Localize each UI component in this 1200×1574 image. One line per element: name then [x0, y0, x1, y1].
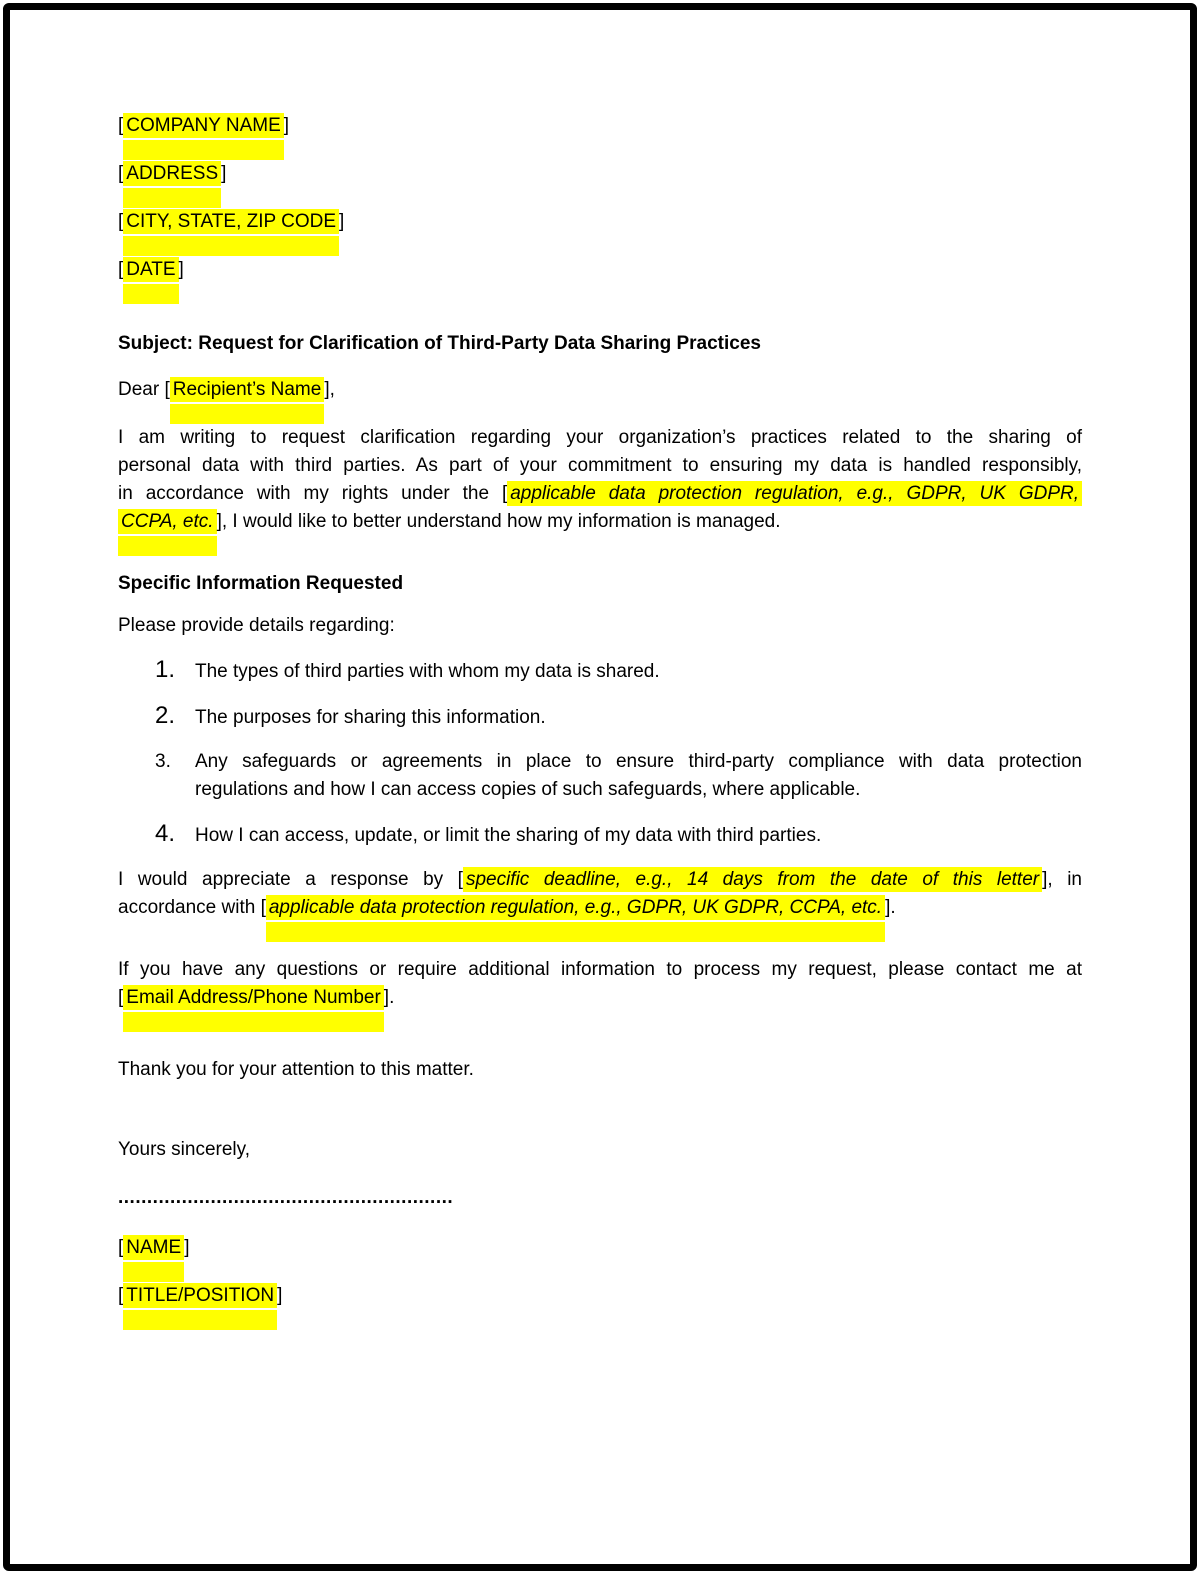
list-item-number: 4.	[155, 820, 176, 847]
bracket-open: [	[118, 115, 124, 136]
paragraph-line: personal data with third parties. As part of your commitment to ensuring my data is handled responsibly,	[118, 455, 1082, 476]
list-item-1	[155, 656, 1082, 686]
list-item-number: 2.	[155, 702, 176, 729]
highlight-tail	[118, 1262, 1082, 1282]
regulation-placeholder: applicable data protection regulation, e.g., GDPR, UK GDPR,	[507, 481, 1082, 506]
salutation-text	[118, 376, 1082, 404]
thank-you-line: Thank you for your attention to this matter.	[118, 1059, 474, 1080]
regulation-placeholder-cont: CCPA, etc.	[118, 509, 217, 534]
list-item-4	[155, 820, 1082, 850]
highlight-tail	[118, 140, 1082, 160]
signature-name-text	[118, 1234, 1082, 1262]
paragraph-line: If you have any questions or require additional information to process my request, please contact me at	[118, 959, 1082, 980]
name-placeholder: NAME	[123, 1235, 184, 1260]
list-item-text	[195, 748, 1082, 804]
salutation-prefix: Dear [	[118, 379, 170, 400]
paragraph-line: Any safeguards or agreements in place to ensure third-party compliance with data protection	[195, 751, 1082, 772]
highlight-tail	[118, 236, 1082, 256]
address-placeholder: ADDRESS	[123, 161, 221, 186]
list-item-text: The purposes for sharing this information.	[195, 707, 546, 728]
list-intro: Please provide details regarding:	[118, 615, 395, 636]
address-text	[118, 160, 1082, 188]
list-item-text: How I can access, update, or limit the sharing of my data with third parties.	[195, 825, 822, 846]
subject-line: Subject: Request for Clarification of Third-Party Data Sharing Practices	[118, 333, 761, 354]
highlight-tail	[118, 404, 1082, 424]
body-paragraph-deadline	[118, 866, 1082, 942]
bracket-open: [	[118, 163, 124, 184]
section-heading: Specific Information Requested	[118, 573, 404, 594]
regulation-placeholder-2: applicable data protection regulation, e.g., GDPR, UK GDPR, CCPA, etc.	[266, 895, 885, 920]
bracket-open: [	[118, 211, 124, 232]
list-item-2	[155, 702, 1082, 732]
company-name-line	[118, 112, 1082, 160]
highlight-tail	[118, 1012, 1082, 1032]
highlight-tail	[118, 188, 1082, 208]
bracket-close: ]	[277, 1285, 283, 1306]
highlight-tail	[118, 284, 1082, 304]
date-text	[118, 256, 1082, 284]
bracket-close: ]	[184, 1237, 190, 1258]
bracket-open: [	[118, 259, 124, 280]
title-placeholder: TITLE/POSITION	[123, 1283, 277, 1308]
body-paragraph-contact	[118, 956, 1082, 1032]
paragraph-line: [ Email Address/Phone Number ].	[118, 987, 395, 1008]
city-state-zip-line	[118, 208, 1082, 256]
list-item-3	[155, 748, 1082, 804]
bracket-close: ]	[178, 259, 184, 280]
date-placeholder: DATE	[123, 257, 178, 282]
address-line	[118, 160, 1082, 208]
company-name-text	[118, 112, 1082, 140]
bracket-open: [	[118, 1237, 124, 1258]
letter-content	[118, 112, 1082, 1330]
signature-title-text	[118, 1282, 1082, 1310]
list-item-text: The types of third parties with whom my data is shared.	[195, 661, 660, 682]
city-state-zip-text	[118, 208, 1082, 236]
highlight-tail	[118, 922, 1082, 942]
signature-name-line	[118, 1234, 1082, 1282]
paragraph-line: accordance with [ applicable data protection regulation, e.g., GDPR, UK GDPR, CCPA, etc. ].	[118, 897, 896, 918]
highlight-tail	[118, 1310, 1082, 1330]
paragraph-line: CCPA, etc. ], I would like to better understand how my information is managed.	[118, 508, 1082, 536]
deadline-placeholder: specific deadline, e.g., 14 days from the date of this letter	[463, 867, 1042, 892]
paragraph-line: I would appreciate a response by [ specific deadline, e.g., 14 days from the date of this letter ], in	[118, 869, 1082, 890]
date-line	[118, 256, 1082, 304]
bracket-close: ]	[221, 163, 227, 184]
signoff-line: Yours sincerely,	[118, 1139, 251, 1160]
signature-dotted-line: ..........................................................	[118, 1187, 454, 1208]
paragraph-line: I am writing to request clarification regarding your organization’s practices related to the sharing of	[118, 427, 1082, 448]
highlight-tail	[118, 536, 1082, 556]
recipient-name-placeholder: Recipient’s Name	[170, 377, 325, 402]
city-state-zip-placeholder: CITY, STATE, ZIP CODE	[123, 209, 339, 234]
signature-title-line	[118, 1282, 1082, 1330]
contact-placeholder: Email Address/Phone Number	[123, 985, 384, 1010]
paragraph-line: in accordance with my rights under the [ applicable data protection regulation, e.g., GDPR, UK GDPR,	[118, 480, 1082, 508]
company-name-placeholder: COMPANY NAME	[123, 113, 284, 138]
salutation-suffix: ],	[324, 379, 335, 400]
body-paragraph-intro	[118, 424, 1082, 556]
bracket-close: ]	[283, 115, 290, 136]
paragraph-line: regulations and how I can access copies of such safeguards, where applicable.	[195, 779, 861, 800]
salutation	[118, 376, 1082, 424]
list-item-number: 3.	[155, 751, 171, 772]
bracket-open: [	[118, 1285, 124, 1306]
bracket-close: ]	[339, 211, 345, 232]
bracket-open: [	[118, 987, 124, 1008]
list-item-number: 1.	[155, 656, 176, 683]
